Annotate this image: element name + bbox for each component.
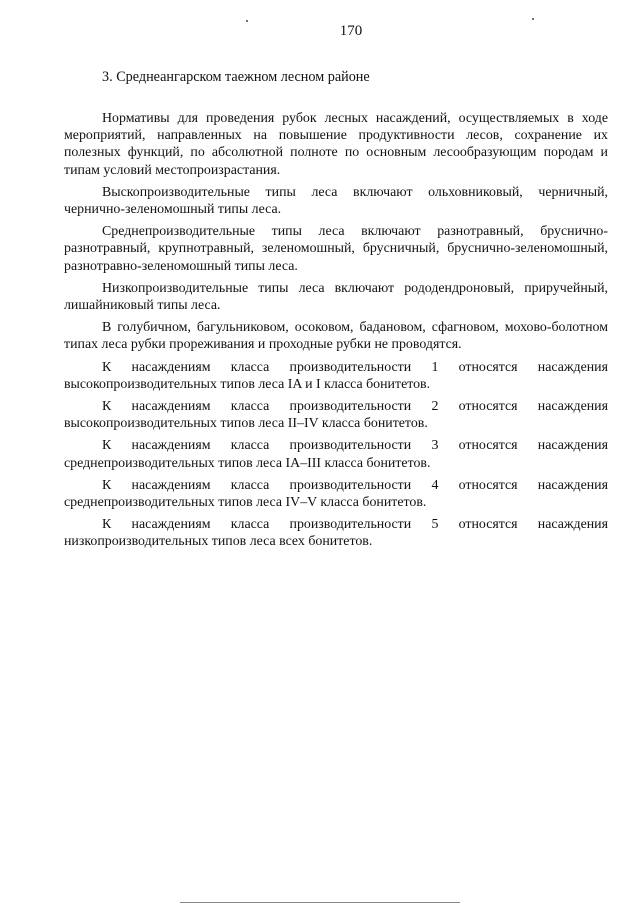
paragraph-productivity-class-4: К насаждениям класса производительности 4 относятся насаждения среднепроизводительных типов леса IV–V класса бонитетов. xyxy=(64,477,608,511)
scan-speck xyxy=(532,18,534,20)
section-heading: 3. Среднеангарском таежном лесном районе xyxy=(102,69,370,85)
paragraph-intro: Нормативы для проведения рубок лесных насаждений, осуществляемых в ходе мероприятий, направленных на повышение продуктивности лесов, сохранение их полезных функций, по абсолютной полноте по основным лесообразующим породам и типам условий местопроизрастания. xyxy=(64,111,608,178)
paragraph-productivity-class-3: К насаждениям класса производительности 3 относятся насаждения среднепроизводительных типов леса IA–III класса бонитетов. xyxy=(64,438,608,471)
paragraph-no-thinning-types: В голубичном, багульниковом, осоковом, бадановом, сфагновом, мохово-болотном типах леса рубки прореживания и проходные рубки не проводятся. xyxy=(64,320,608,353)
paragraph-productivity-class-2: К насаждениям класса производительности 2 относятся насаждения высокопроизводительных типов леса II–IV класса бонитетов. xyxy=(64,399,608,432)
page-number: 170 xyxy=(339,23,363,39)
scan-edge-line xyxy=(180,902,460,903)
paragraph-productivity-class-5: К насаждениям класса производительности 5 относятся насаждения низкопроизводительных типов леса всех бонитетов. xyxy=(64,517,608,550)
paragraph-medium-productivity-types: Среднепроизводительные типы леса включают разнотравный, бруснично-разнотравный, крупнотравный, зеленомошный, брусничный, бруснично-зеленомошный, разнотравно-зеленомошный типы леса. xyxy=(64,224,608,274)
paragraph-productivity-class-1: К насаждениям класса производительности 1 относятся насаждения высокопроизводительных типов леса IA и I класса бонитетов. xyxy=(64,359,608,392)
paragraph-high-productivity-types: Выскопроизводительные типы леса включают ольховниковый, черничный, чернично-зеленомошный типы леса. xyxy=(64,184,608,218)
paragraph-low-productivity-types: Низкопроизводительные типы леса включают рододендроновый, приручейный, лишайниковый типы леса. xyxy=(64,280,608,314)
body-text xyxy=(64,110,608,556)
